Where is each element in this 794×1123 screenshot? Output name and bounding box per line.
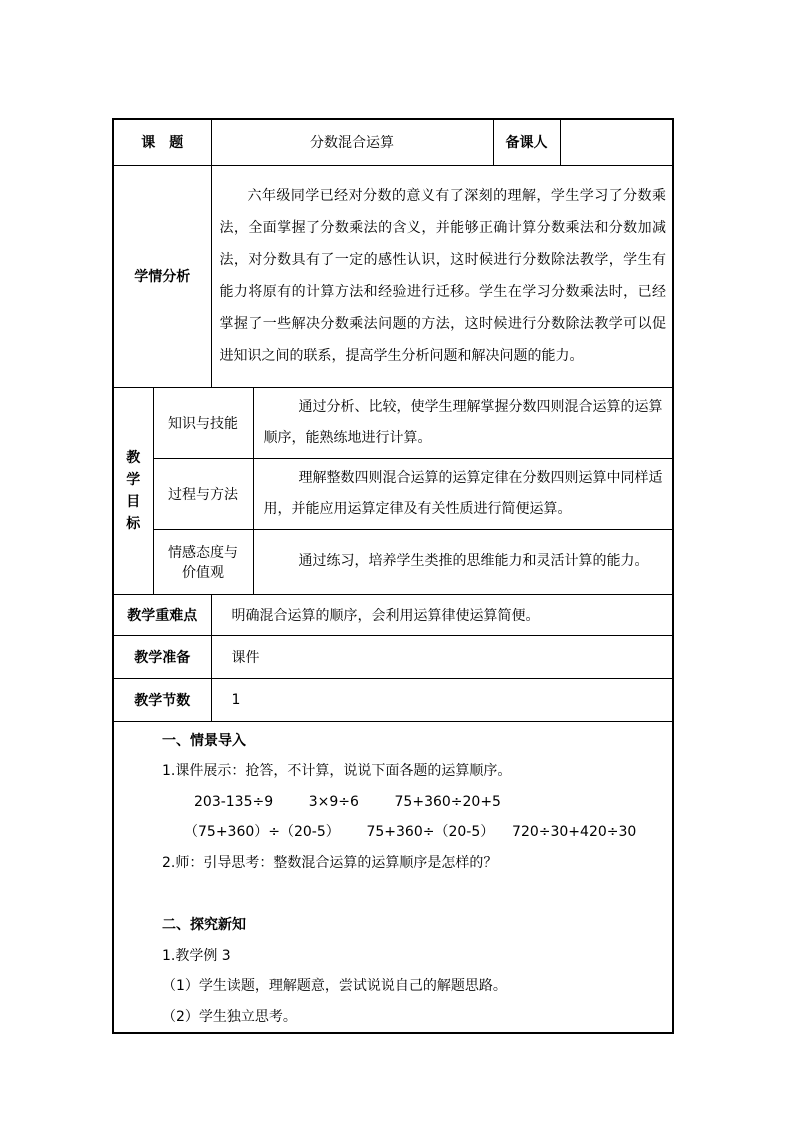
equation-row-1: 203-135÷9 3×9÷6 75+360÷20+5 xyxy=(194,793,501,810)
periods-value: 1 xyxy=(211,678,673,721)
spacer xyxy=(162,878,672,910)
sub-step-1: （1）学生读题，理解题意，尝试说说自己的解题思路。 xyxy=(162,978,507,994)
objective-text-attitude-cell xyxy=(253,529,673,594)
key-points-value: 明确混合运算的顺序，会利用运算律使运算简便。 xyxy=(211,594,673,635)
objective-text-process-cell xyxy=(253,458,673,529)
objectives-label-char: 目 xyxy=(126,493,141,510)
objective-text-knowledge: 通过分析、比较，使学生理解掌握分数四则混合运算的运算顺序，能熟练地进行计算。 xyxy=(263,398,663,446)
periods-label: 教学节数 xyxy=(113,678,211,721)
section1-title: 一、情景导入 xyxy=(162,732,246,749)
objective-row-knowledge xyxy=(113,387,673,458)
equation-row-2: （75+360）÷（20-5） 75+360÷（20-5） 720÷30+420÷30 xyxy=(184,824,637,840)
analysis-label: 学情分析 xyxy=(113,165,211,387)
objectives-label-char: 学 xyxy=(126,471,141,488)
step2-text: 2.师：引导思考：整数混合运算的运算顺序是怎样的？ xyxy=(162,854,498,871)
step3-text: 1.教学例 3 xyxy=(162,947,231,964)
topic-value: 分数混合运算 xyxy=(211,119,493,165)
objectives-label xyxy=(113,387,153,594)
step1-text: 1.课件展示：抢答，不计算，说说下面各题的运算顺序。 xyxy=(162,763,512,779)
analysis-row xyxy=(113,165,673,387)
objective-label-attitude-line1: 情感态度与 xyxy=(168,544,238,561)
objective-row-attitude xyxy=(113,529,673,594)
preparation-value: 课件 xyxy=(211,635,673,678)
objective-label-attitude-line2: 价值观 xyxy=(182,564,224,581)
topic-label: 课 题 xyxy=(113,119,211,165)
preparer-label: 备课人 xyxy=(493,119,560,165)
preparation-row xyxy=(113,635,673,678)
process-cell xyxy=(113,721,673,1033)
objective-text-knowledge-cell xyxy=(253,387,673,458)
objective-row-process xyxy=(113,458,673,529)
key-points-row xyxy=(113,594,673,635)
objective-label-process: 过程与方法 xyxy=(153,458,253,529)
lesson-plan-page xyxy=(112,118,672,1025)
objectives-label-char: 教 xyxy=(126,449,141,466)
objective-text-attitude: 通过练习，培养学生类推的思维能力和灵活计算的能力。 xyxy=(298,553,649,569)
objective-text-process: 理解整数四则混合运算的运算定律在分数四则运算中同样适用，并能应用运算定律及有关性质进行简便运算。 xyxy=(263,469,663,517)
analysis-text: 六年级同学已经对分数的意义有了深刻的理解，学生学习了分数乘法，全面掌握了分数乘法的含义，并能够正确计算分数乘法和分数加减法，对分数具有了一定的感性认识，这时候进行分数除法教学，学生有能力将原有的计算方法和经验进行迁移。学生在学习分数乘法时，已经掌握了一些解决分数乘法问题的方法，这时候进行分数除法教学可以促进知识之间的联系，提高学生分析问题和解决问题的能力。 xyxy=(219,188,666,364)
topic-row xyxy=(113,119,673,165)
preparer-value xyxy=(560,119,673,165)
objectives-label-char: 标 xyxy=(126,515,141,532)
key-points-label: 教学重难点 xyxy=(113,594,211,635)
periods-row xyxy=(113,678,673,721)
objective-label-attitude xyxy=(153,529,253,594)
preparation-label: 教学准备 xyxy=(113,635,211,678)
objective-label-knowledge: 知识与技能 xyxy=(153,387,253,458)
sub-step-2: （2）学生独立思考。 xyxy=(162,1008,297,1025)
analysis-cell xyxy=(211,165,673,387)
process-row xyxy=(113,721,673,1033)
lesson-plan-table xyxy=(112,118,674,1034)
section2-title: 二、探究新知 xyxy=(162,917,246,933)
